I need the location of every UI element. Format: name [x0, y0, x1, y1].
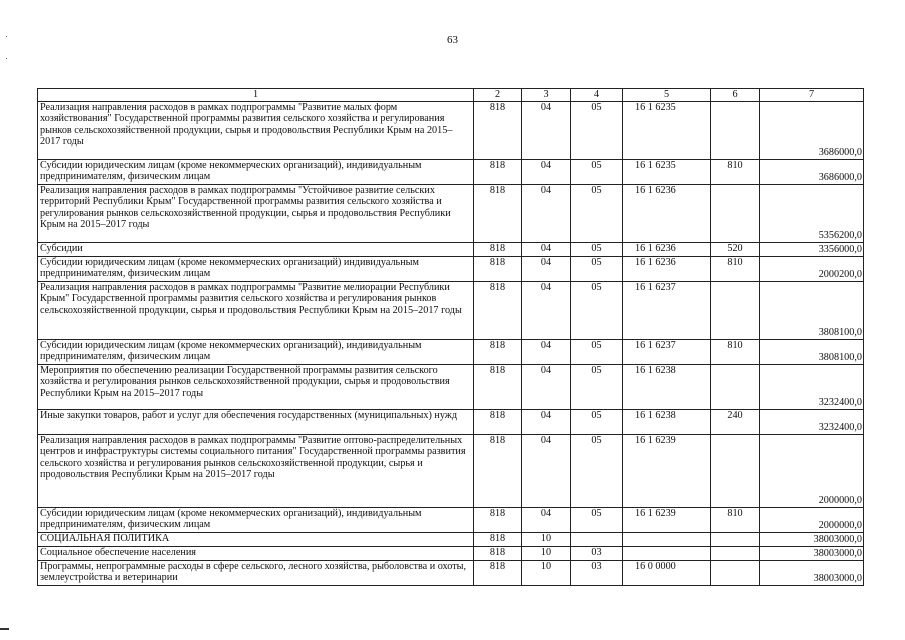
header-col-7: 7 — [760, 89, 864, 102]
row-target-code-cell: 16 1 6238 — [623, 409, 711, 434]
row-subsection-cell: 03 — [571, 546, 623, 560]
row-code-cell: 818 — [474, 101, 522, 159]
row-amount-cell: 38003000,0 — [760, 560, 864, 585]
row-code-cell: 818 — [474, 281, 522, 339]
scan-speck — [6, 58, 7, 59]
row-code-cell: 818 — [474, 364, 522, 409]
row-expense-type-cell — [711, 101, 760, 159]
row-name-cell: Субсидии юридическим лицам (кроме некоммерческих организаций), индивидуальным предпринимателям, физическим лицам — [38, 507, 474, 532]
row-name-cell: СОЦИАЛЬНАЯ ПОЛИТИКА — [38, 532, 474, 546]
table-row — [38, 159, 864, 184]
row-amount-cell: 2000000,0 — [760, 507, 864, 532]
row-target-code-cell: 16 1 6235 — [623, 101, 711, 159]
row-target-code-cell: 16 1 6236 — [623, 184, 711, 242]
row-code-cell: 818 — [474, 256, 522, 281]
row-amount-cell: 2000000,0 — [760, 434, 864, 507]
row-target-code-cell — [623, 532, 711, 546]
table-row — [38, 242, 864, 256]
header-col-5: 5 — [623, 89, 711, 102]
row-subsection-cell: 05 — [571, 256, 623, 281]
row-amount-cell: 2000200,0 — [760, 256, 864, 281]
table-row — [38, 409, 864, 434]
table-row — [38, 546, 864, 560]
header-col-2: 2 — [474, 89, 522, 102]
row-target-code-cell: 16 1 6236 — [623, 242, 711, 256]
row-subsection-cell: 05 — [571, 242, 623, 256]
row-name-cell: Субсидии юридическим лицам (кроме некоммерческих организаций) индивидуальным предпринимателям, физическим лицам — [38, 256, 474, 281]
row-expense-type-cell — [711, 184, 760, 242]
row-amount-cell: 3808100,0 — [760, 339, 864, 364]
row-section-cell: 04 — [522, 101, 571, 159]
row-code-cell: 818 — [474, 339, 522, 364]
row-amount-cell: 38003000,0 — [760, 546, 864, 560]
row-section-cell: 04 — [522, 507, 571, 532]
row-subsection-cell: 03 — [571, 560, 623, 585]
table-row — [38, 281, 864, 339]
header-col-1: 1 — [38, 89, 474, 102]
row-expense-type-cell: 810 — [711, 339, 760, 364]
table-row — [38, 339, 864, 364]
row-expense-type-cell — [711, 560, 760, 585]
row-expense-type-cell: 810 — [711, 159, 760, 184]
row-code-cell: 818 — [474, 560, 522, 585]
table-row — [38, 434, 864, 507]
row-subsection-cell: 05 — [571, 364, 623, 409]
row-name-cell: Программы, непрограммные расходы в сфере сельского, лесного хозяйства, рыболовства и охоты, землеустройства и ветеринарии — [38, 560, 474, 585]
row-subsection-cell: 05 — [571, 159, 623, 184]
row-section-cell: 04 — [522, 409, 571, 434]
row-name-cell: Реализация направления расходов в рамках подпрограммы "Развитие малых форм хозяйствования" Государственной программы развития сельского хозяйства и регулирования рынков сельскохозяйственной продукции, сырья и продовольствия Республики Крым на 2015–2017 годы — [38, 101, 474, 159]
row-section-cell: 04 — [522, 159, 571, 184]
row-name-cell: Реализация направления расходов в рамках подпрограммы "Устойчивое развитие сельских территорий Республики Крым" Государственной программы развития сельского хозяйства и регулирования рынков сельскохозяйственной продукции, сырья и продовольствия Республики Крым на 2015–2017 годы — [38, 184, 474, 242]
row-section-cell: 04 — [522, 339, 571, 364]
row-expense-type-cell — [711, 532, 760, 546]
header-col-3: 3 — [522, 89, 571, 102]
row-amount-cell: 3686000,0 — [760, 101, 864, 159]
scan-edge-mark — [0, 628, 9, 630]
row-section-cell: 04 — [522, 256, 571, 281]
row-section-cell: 04 — [522, 434, 571, 507]
row-name-cell: Мероприятия по обеспечению реализации Государственной программы развития сельского хозяйства и регулирования рынков сельскохозяйственной продукции, сырья и продовольствия Республики Крым на 2015–2017 годы — [38, 364, 474, 409]
row-amount-cell: 38003000,0 — [760, 532, 864, 546]
row-name-cell: Субсидии юридическим лицам (кроме некоммерческих организаций), индивидуальным предпринимателям, физическим лицам — [38, 159, 474, 184]
table-row — [38, 507, 864, 532]
row-target-code-cell: 16 0 0000 — [623, 560, 711, 585]
scan-speck — [6, 36, 7, 37]
row-name-cell: Субсидии — [38, 242, 474, 256]
row-amount-cell: 3686000,0 — [760, 159, 864, 184]
header-col-6: 6 — [711, 89, 760, 102]
row-subsection-cell: 05 — [571, 281, 623, 339]
row-subsection-cell: 05 — [571, 409, 623, 434]
row-subsection-cell: 05 — [571, 339, 623, 364]
row-target-code-cell: 16 1 6235 — [623, 159, 711, 184]
row-target-code-cell: 16 1 6237 — [623, 339, 711, 364]
row-name-cell: Иные закупки товаров, работ и услуг для обеспечения государственных (муниципальных) нужд — [38, 409, 474, 434]
row-name-cell: Социальное обеспечение населения — [38, 546, 474, 560]
row-code-cell: 818 — [474, 507, 522, 532]
row-section-cell: 10 — [522, 546, 571, 560]
row-code-cell: 818 — [474, 159, 522, 184]
row-name-cell: Субсидии юридическим лицам (кроме некоммерческих организаций), индивидуальным предпринимателям, физическим лицам — [38, 339, 474, 364]
row-name-cell: Реализация направления расходов в рамках подпрограммы "Развитие мелиорации Республики Крым" Государственной программы развития сельского хозяйства и регулирования рынков сельскохозяйственной продукции, сырья и продовольствия Республики Крым на 2015–2017 годы — [38, 281, 474, 339]
row-code-cell: 818 — [474, 434, 522, 507]
table-row — [38, 184, 864, 242]
row-section-cell: 04 — [522, 281, 571, 339]
table-row — [38, 101, 864, 159]
table-row — [38, 256, 864, 281]
row-section-cell: 04 — [522, 184, 571, 242]
row-expense-type-cell: 240 — [711, 409, 760, 434]
table-row — [38, 364, 864, 409]
row-target-code-cell — [623, 546, 711, 560]
row-code-cell: 818 — [474, 409, 522, 434]
row-subsection-cell: 05 — [571, 184, 623, 242]
row-section-cell: 04 — [522, 364, 571, 409]
table-row — [38, 560, 864, 585]
row-section-cell: 10 — [522, 560, 571, 585]
row-target-code-cell: 16 1 6236 — [623, 256, 711, 281]
row-code-cell: 818 — [474, 184, 522, 242]
row-expense-type-cell: 520 — [711, 242, 760, 256]
row-expense-type-cell — [711, 364, 760, 409]
budget-table — [37, 88, 864, 586]
row-target-code-cell: 16 1 6239 — [623, 507, 711, 532]
row-subsection-cell: 05 — [571, 434, 623, 507]
row-code-cell: 818 — [474, 546, 522, 560]
row-expense-type-cell — [711, 281, 760, 339]
row-section-cell: 10 — [522, 532, 571, 546]
header-row — [38, 89, 864, 102]
row-expense-type-cell — [711, 434, 760, 507]
row-code-cell: 818 — [474, 242, 522, 256]
row-expense-type-cell — [711, 546, 760, 560]
row-amount-cell: 5356200,0 — [760, 184, 864, 242]
page-number: 63 — [447, 34, 458, 46]
row-target-code-cell: 16 1 6238 — [623, 364, 711, 409]
row-subsection-cell: 05 — [571, 101, 623, 159]
row-code-cell: 818 — [474, 532, 522, 546]
row-amount-cell: 3356000,0 — [760, 242, 864, 256]
row-amount-cell: 3232400,0 — [760, 364, 864, 409]
row-target-code-cell: 16 1 6237 — [623, 281, 711, 339]
row-amount-cell: 3808100,0 — [760, 281, 864, 339]
row-section-cell: 04 — [522, 242, 571, 256]
row-subsection-cell: 05 — [571, 507, 623, 532]
header-col-4: 4 — [571, 89, 623, 102]
row-target-code-cell: 16 1 6239 — [623, 434, 711, 507]
table-row — [38, 532, 864, 546]
row-name-cell: Реализация направления расходов в рамках подпрограммы "Развитие оптово-распределительных центров и инфраструктуры системы социального питания" Государственной программы развития сельского хозяйства и регулирования рынков сельскохозяйственной продукции, сырья и продовольствия Республики Крым на 2015–2017 годы — [38, 434, 474, 507]
row-expense-type-cell: 810 — [711, 256, 760, 281]
row-subsection-cell — [571, 532, 623, 546]
row-amount-cell: 3232400,0 — [760, 409, 864, 434]
row-expense-type-cell: 810 — [711, 507, 760, 532]
